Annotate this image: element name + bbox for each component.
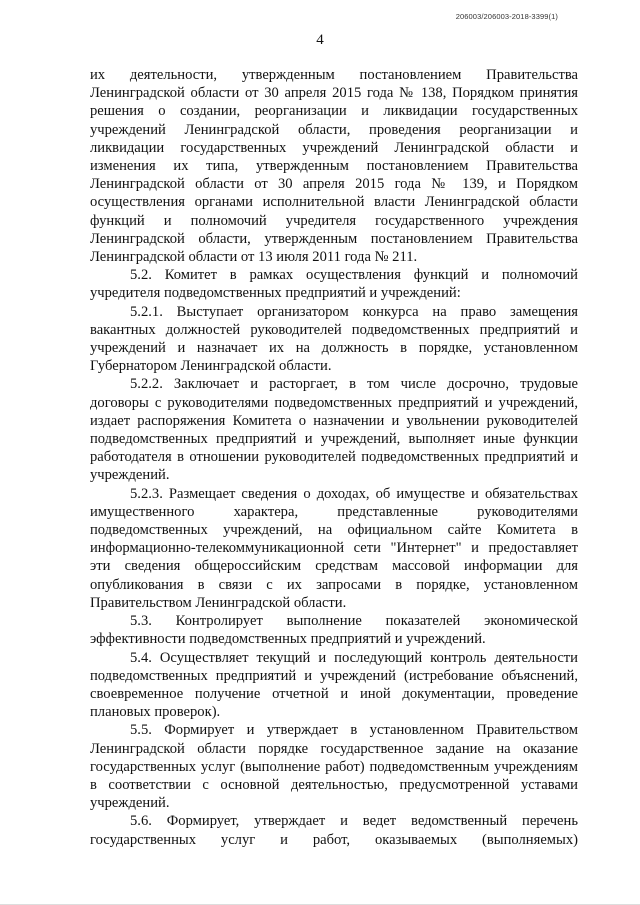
paragraph-5-2-3: 5.2.3. Размещает сведения о доходах, об имуществе и обязательствах имущественного характера, представленные руководителями подведомственных учреждений, на официальном сайте Комитета в информационно-телекоммуникационной сети "Интернет" и предоставляет эти сведения общероссийским средствам массовой информации для опубликования в связи с их запросами в порядке, установленном Правительством Ленинградской области. (90, 485, 578, 611)
paragraph-5-6: 5.6. Формирует, утверждает и ведет ведомственный перечень государственных услуг и работ, оказываемых (выполняемых) (90, 813, 578, 848)
paragraph-5-2-2: 5.2.2. Заключает и расторгает, в том числе досрочно, трудовые договоры с руководителями подведомственных предприятий и учреждений, издает распоряжения Комитета о назначении и увольнении руководителей подведомственных предприятий и учреждений, выполняет иные функции работодателя в отношении руководителей подведомственных предприятий и учреждений. (90, 376, 578, 484)
paragraph-5-3: 5.3. Контролирует выполнение показателей экономической эффективности подведомственных предприятий и учреждений. (90, 613, 578, 648)
paragraph-5-5: 5.5. Формирует и утверждает в установленном Правительством Ленинградской области порядке государственное задание на оказание государственных услуг (выполнение работ) подведомственным учреждениям в соответствии с основной деятельностью, предусмотренной уставами учреждений. (90, 722, 578, 812)
paragraph-5-2: 5.2. Комитет в рамках осуществления функций и полномочий учредителя подведомственных предприятий и учреждений: (90, 267, 578, 302)
paragraph-continuation: их деятельности, утвержденным постановлением Правительства Ленинградской области от 30 апреля 2015 года № 138, Порядком принятия решения о создании, реорганизации и ликвидации государственных учреждений Ленинградской области, проведения реорганизации и ликвидации государственных учреждений Ленинградской области и изменения их типа, утвержденным постановлением Правительства Ленинградской области от 30 апреля 2015 года № 139, и Порядком осуществления органами исполнительной власти Ленинградской области функций и полномочий учредителя государственного учреждения Ленинградской области, утвержденным постановлением Правительства Ленинградской области от 13 июля 2011 года № 211. (90, 67, 578, 266)
paragraph-5-4: 5.4. Осуществляет текущий и последующий контроль деятельности подведомственных предприятий и учреждений (истребование объяснений, своевременное получение отчетной и иной документации, проведение плановых проверок). (90, 649, 578, 721)
document-body (90, 66, 578, 849)
page-number: 4 (316, 32, 324, 48)
document-id: 206003/206003-2018-3399(1) (455, 12, 558, 21)
paragraph-5-2-1: 5.2.1. Выступает организатором конкурса на право замещения вакантных должностей руководителей подведомственных предприятий и учреждений и назначает их на должность в порядке, установленном Губернатором Ленинградской области. (90, 303, 578, 375)
